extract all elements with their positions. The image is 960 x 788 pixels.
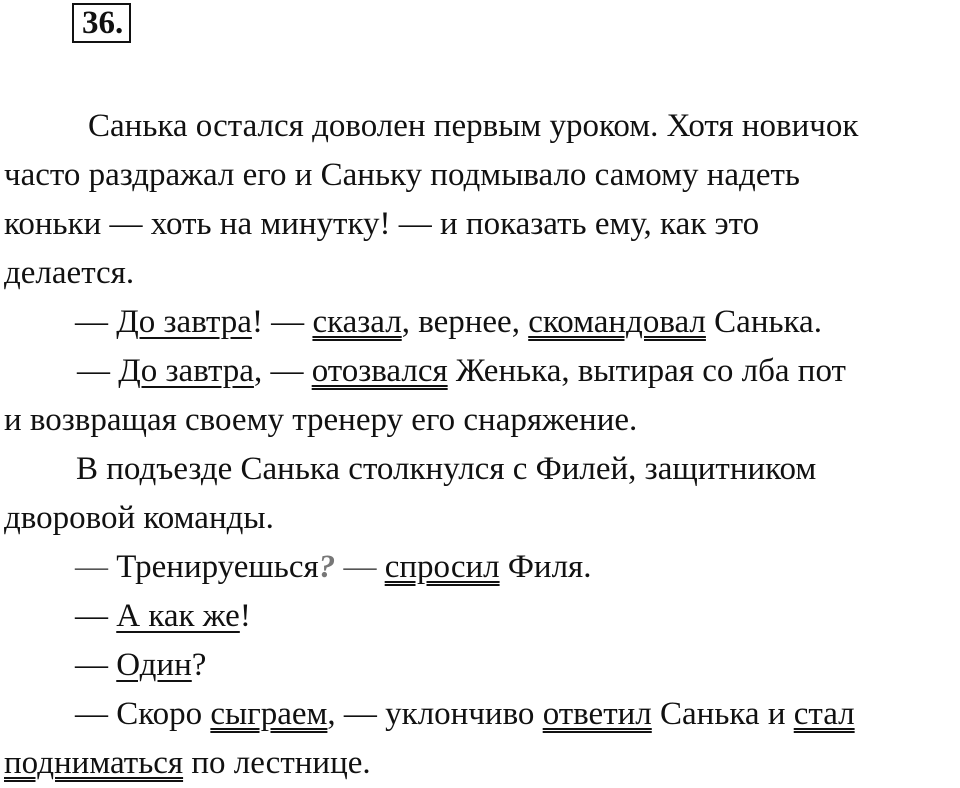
question-mark: ? (318, 549, 336, 585)
predicate-underlined: ответил (542, 696, 652, 732)
text-line (4, 249, 956, 298)
text-line (4, 151, 956, 200)
text-line (4, 739, 956, 788)
sentence-text: часто раздражал его и Саньку подмывало самому надеть (4, 157, 800, 193)
predicate-underlined: скомандовал (528, 304, 706, 340)
subject-underlined: До завтра (116, 304, 252, 340)
exercise-number: 36 (82, 5, 115, 41)
sentence-text: Санька остался доволен первым уроком. Хотя новичок (88, 108, 859, 144)
exercise-text (4, 102, 956, 788)
text-line (4, 396, 956, 445)
sentence-text: коньки — хоть на минутку! — и показать ему, как это (4, 206, 760, 242)
text-fragment: Санька. (705, 304, 822, 340)
text-fragment: Женька, вытирая со лба пот (447, 353, 846, 389)
predicate-underlined: стал (793, 696, 855, 732)
sentence-text: В подъезде Санька столкнулся с Филей, защитником (76, 451, 817, 487)
text-fragment: — Скоро (75, 696, 211, 732)
dash: — (75, 304, 117, 340)
text-fragment: , — (253, 353, 312, 389)
text-fragment: по лестнице. (183, 745, 371, 781)
predicate-underlined: подниматься (4, 745, 184, 781)
text-fragment: Тренируешься (108, 549, 319, 585)
subject-underlined: Один (116, 647, 192, 683)
exercise-number-dot: . (115, 5, 124, 41)
dash: — (335, 549, 377, 585)
dialogue-line (4, 690, 956, 739)
text-fragment: ! — (251, 304, 313, 340)
dash: — (77, 353, 119, 389)
predicate-underlined: сказал (312, 304, 402, 340)
text-fragment: Санька и (651, 696, 794, 732)
text-line (4, 200, 956, 249)
dash: — (75, 647, 117, 683)
subject-underlined: А как же (116, 598, 240, 634)
text-fragment (376, 549, 384, 585)
text-line (4, 494, 956, 543)
predicate-underlined: спросил (384, 549, 500, 585)
sentence-text: дворовой команды. (4, 500, 274, 536)
text-fragment: , вернее, (401, 304, 529, 340)
text-line (4, 445, 956, 494)
predicate-underlined: отозвался (311, 353, 448, 389)
dialogue-line (4, 298, 956, 347)
dialogue-line (4, 592, 956, 641)
subject-underlined: До завтра (118, 353, 254, 389)
exercise-number-box (72, 3, 131, 43)
dash: — (75, 598, 117, 634)
text-fragment: ? (191, 647, 207, 683)
dash: — (75, 549, 108, 585)
sentence-text: и возвращая своему тренеру его снаряжение. (4, 402, 638, 438)
dialogue-line (4, 347, 956, 396)
dialogue-line (4, 543, 956, 592)
sentence-text: делается. (4, 255, 135, 291)
text-fragment: , — уклончиво (327, 696, 543, 732)
text-fragment: ! (239, 598, 251, 634)
predicate-underlined: сыграем (210, 696, 328, 732)
dialogue-line (4, 641, 956, 690)
text-line (4, 102, 956, 151)
text-fragment: Филя. (499, 549, 592, 585)
